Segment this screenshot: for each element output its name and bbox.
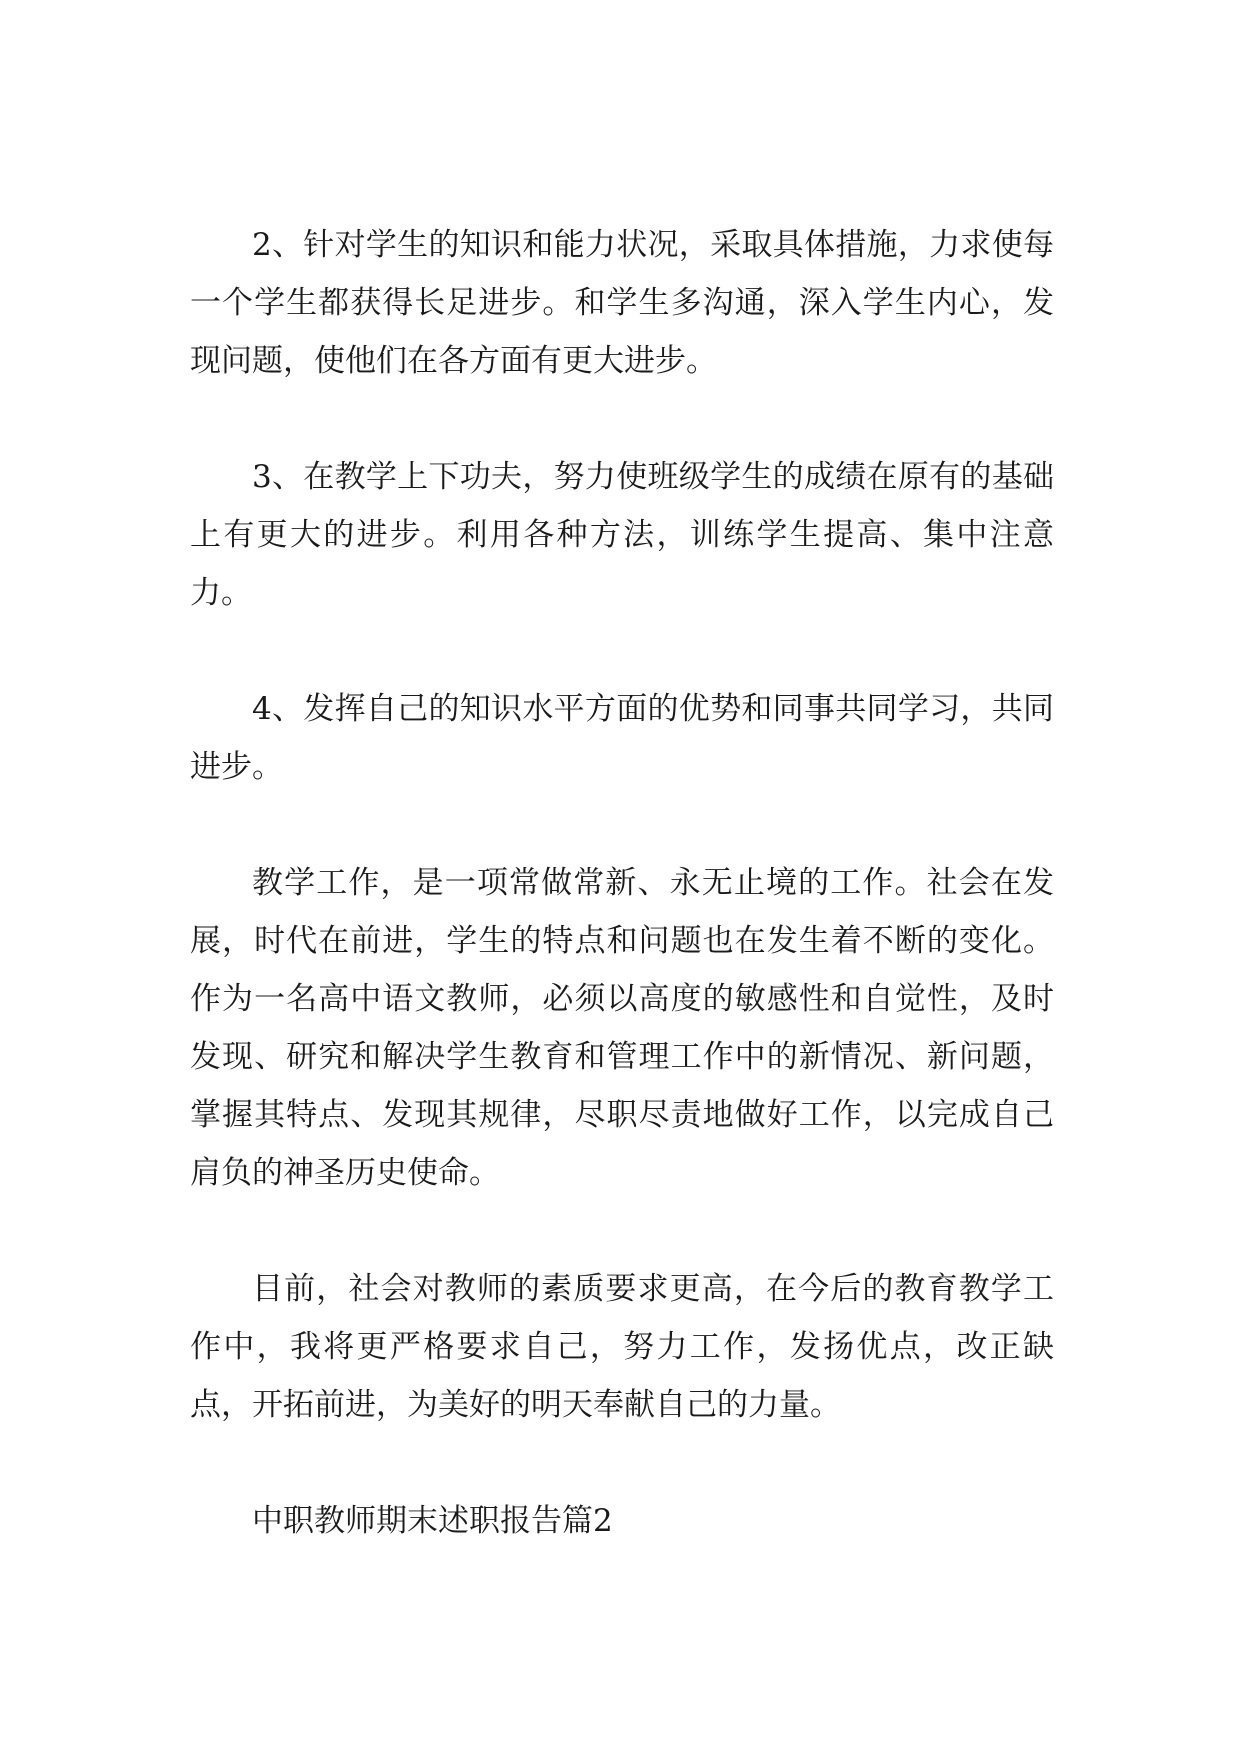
section-heading: 中职教师期末述职报告篇2 xyxy=(252,1503,613,1539)
paragraph-item-4: 4、发挥自己的知识水平方面的优势和同事共同学习，共同进步。 xyxy=(190,691,1054,785)
paragraph-item-3: 3、在教学上下功夫，努力使班级学生的成绩在原有的基础上有更大的进步。利用各种方法，训练学生提高、集中注意力。 xyxy=(190,459,1054,611)
document-body xyxy=(190,216,1054,1608)
paragraph-teaching-work: 教学工作，是一项常做常新、永无止境的工作。社会在发展，时代在前进，学生的特点和问题也在发生着不断的变化。作为一名高中语文教师，必须以高度的敏感性和自觉性，及时发现、研究和解决学生教育和管理工作中的新情况、新问题，掌握其特点、发现其规律，尽职尽责地做好工作，以完成自己肩负的神圣历史使命。 xyxy=(190,865,1054,1191)
paragraph-future-plan: 目前，社会对教师的素质要求更高，在今后的教育教学工作中，我将更严格要求自己，努力工作，发扬优点，改正缺点，开拓前进，为美好的明天奉献自己的力量。 xyxy=(190,1271,1054,1423)
paragraph-item-2: 2、针对学生的知识和能力状况，采取具体措施，力求使每一个学生都获得长足进步。和学生多沟通，深入学生内心，发现问题，使他们在各方面有更大进步。 xyxy=(190,227,1054,379)
